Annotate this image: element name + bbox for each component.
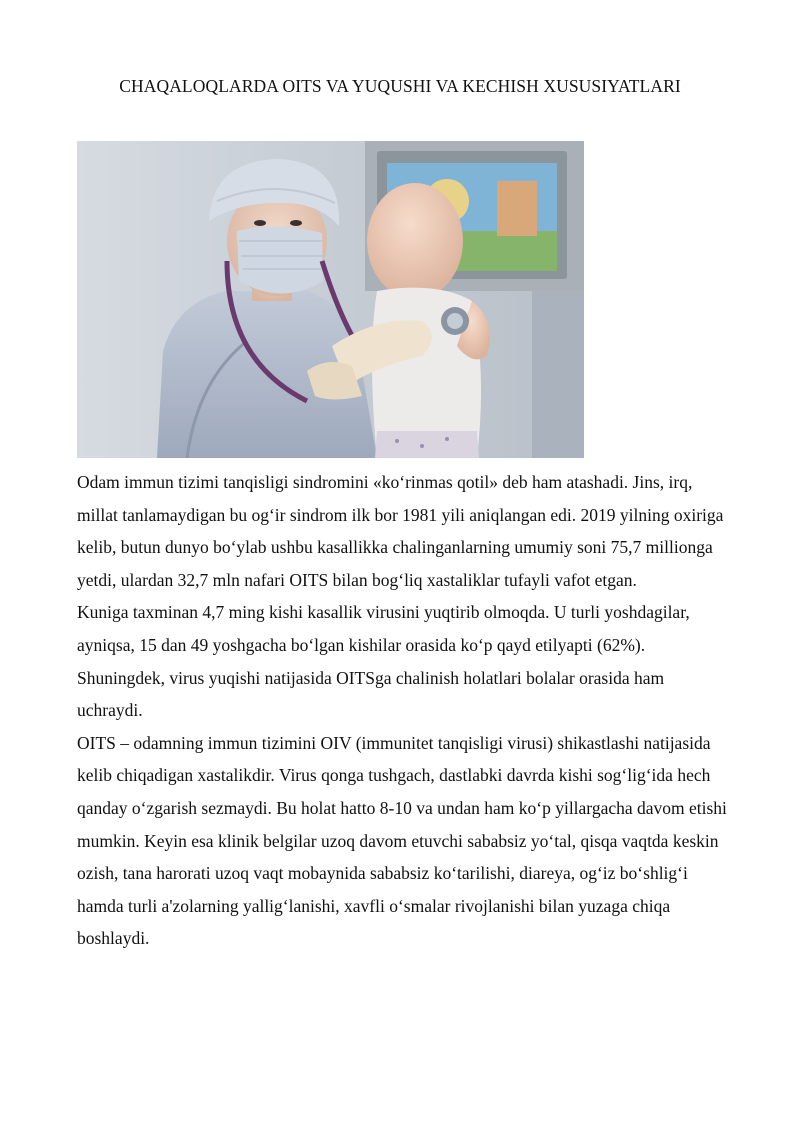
- doctor-examining-child-photo: [77, 141, 584, 458]
- photo-illustration: [77, 141, 584, 458]
- document-body: [77, 466, 727, 955]
- paragraph-1: Odam immun tizimi tanqisligi sindromini «koʻrinmas qotil» deb ham atashadi. Jins, irq, millat tanlamaydigan bu ogʻir sindrom ilk bor 1981 yili aniqlangan edi. 2019 yilning oxiriga kelib, butun dunyo boʻylab ushbu kasallikka chalinganlarning umumiy soni 75,7 millionga yetdi, ulardan 32,7 mln nafari OITS bilan bogʻliq xastaliklar tufayli vafot etgan.: [77, 472, 724, 590]
- paragraph-4: OITS – odamning immun tizimini OIV (immunitet tanqisligi virusi) shikastlashi natijasida kelib chiqadigan xastalikdir. Virus qonga tushgach, dastlabki davrda kishi sogʻligʻida hech qanday oʻzgarish sezmaydi. Bu holat hatto 8-10 va undan ham koʻp yillargacha davom etishi mumkin. Keyin esa klinik belgilar uzoq davom etuvchi sababsiz yoʻtal, qisqa vaqtda keskin ozish, tana harorati uzoq vaqt mobaynida sababsiz koʻtarilishi, diareya, ogʻiz boʻshligʻi hamda turli a'zolarning yalligʻlanishi, xavfli oʻsmalar rivojlanishi bilan yuzaga chiqa boshlaydi.: [77, 732, 727, 949]
- document-title: CHAQALOQLARDA OITS VA YUQUSHI VA KECHISH XUSUSIYATLARI: [119, 76, 681, 96]
- paragraph-3: Shuningdek, virus yuqishi natijasida OITSga chalinish holatlari bolalar orasida ham uchraydi.: [77, 667, 665, 721]
- paragraph-2: Kuniga taxminan 4,7 ming kishi kasallik virusini yuqtirib olmoqda. U turli yoshdagilar, ayniqsa, 15 dan 49 yoshgacha boʻlgan kishilar orasida koʻp qayd etilyapti (62%).: [77, 602, 690, 655]
